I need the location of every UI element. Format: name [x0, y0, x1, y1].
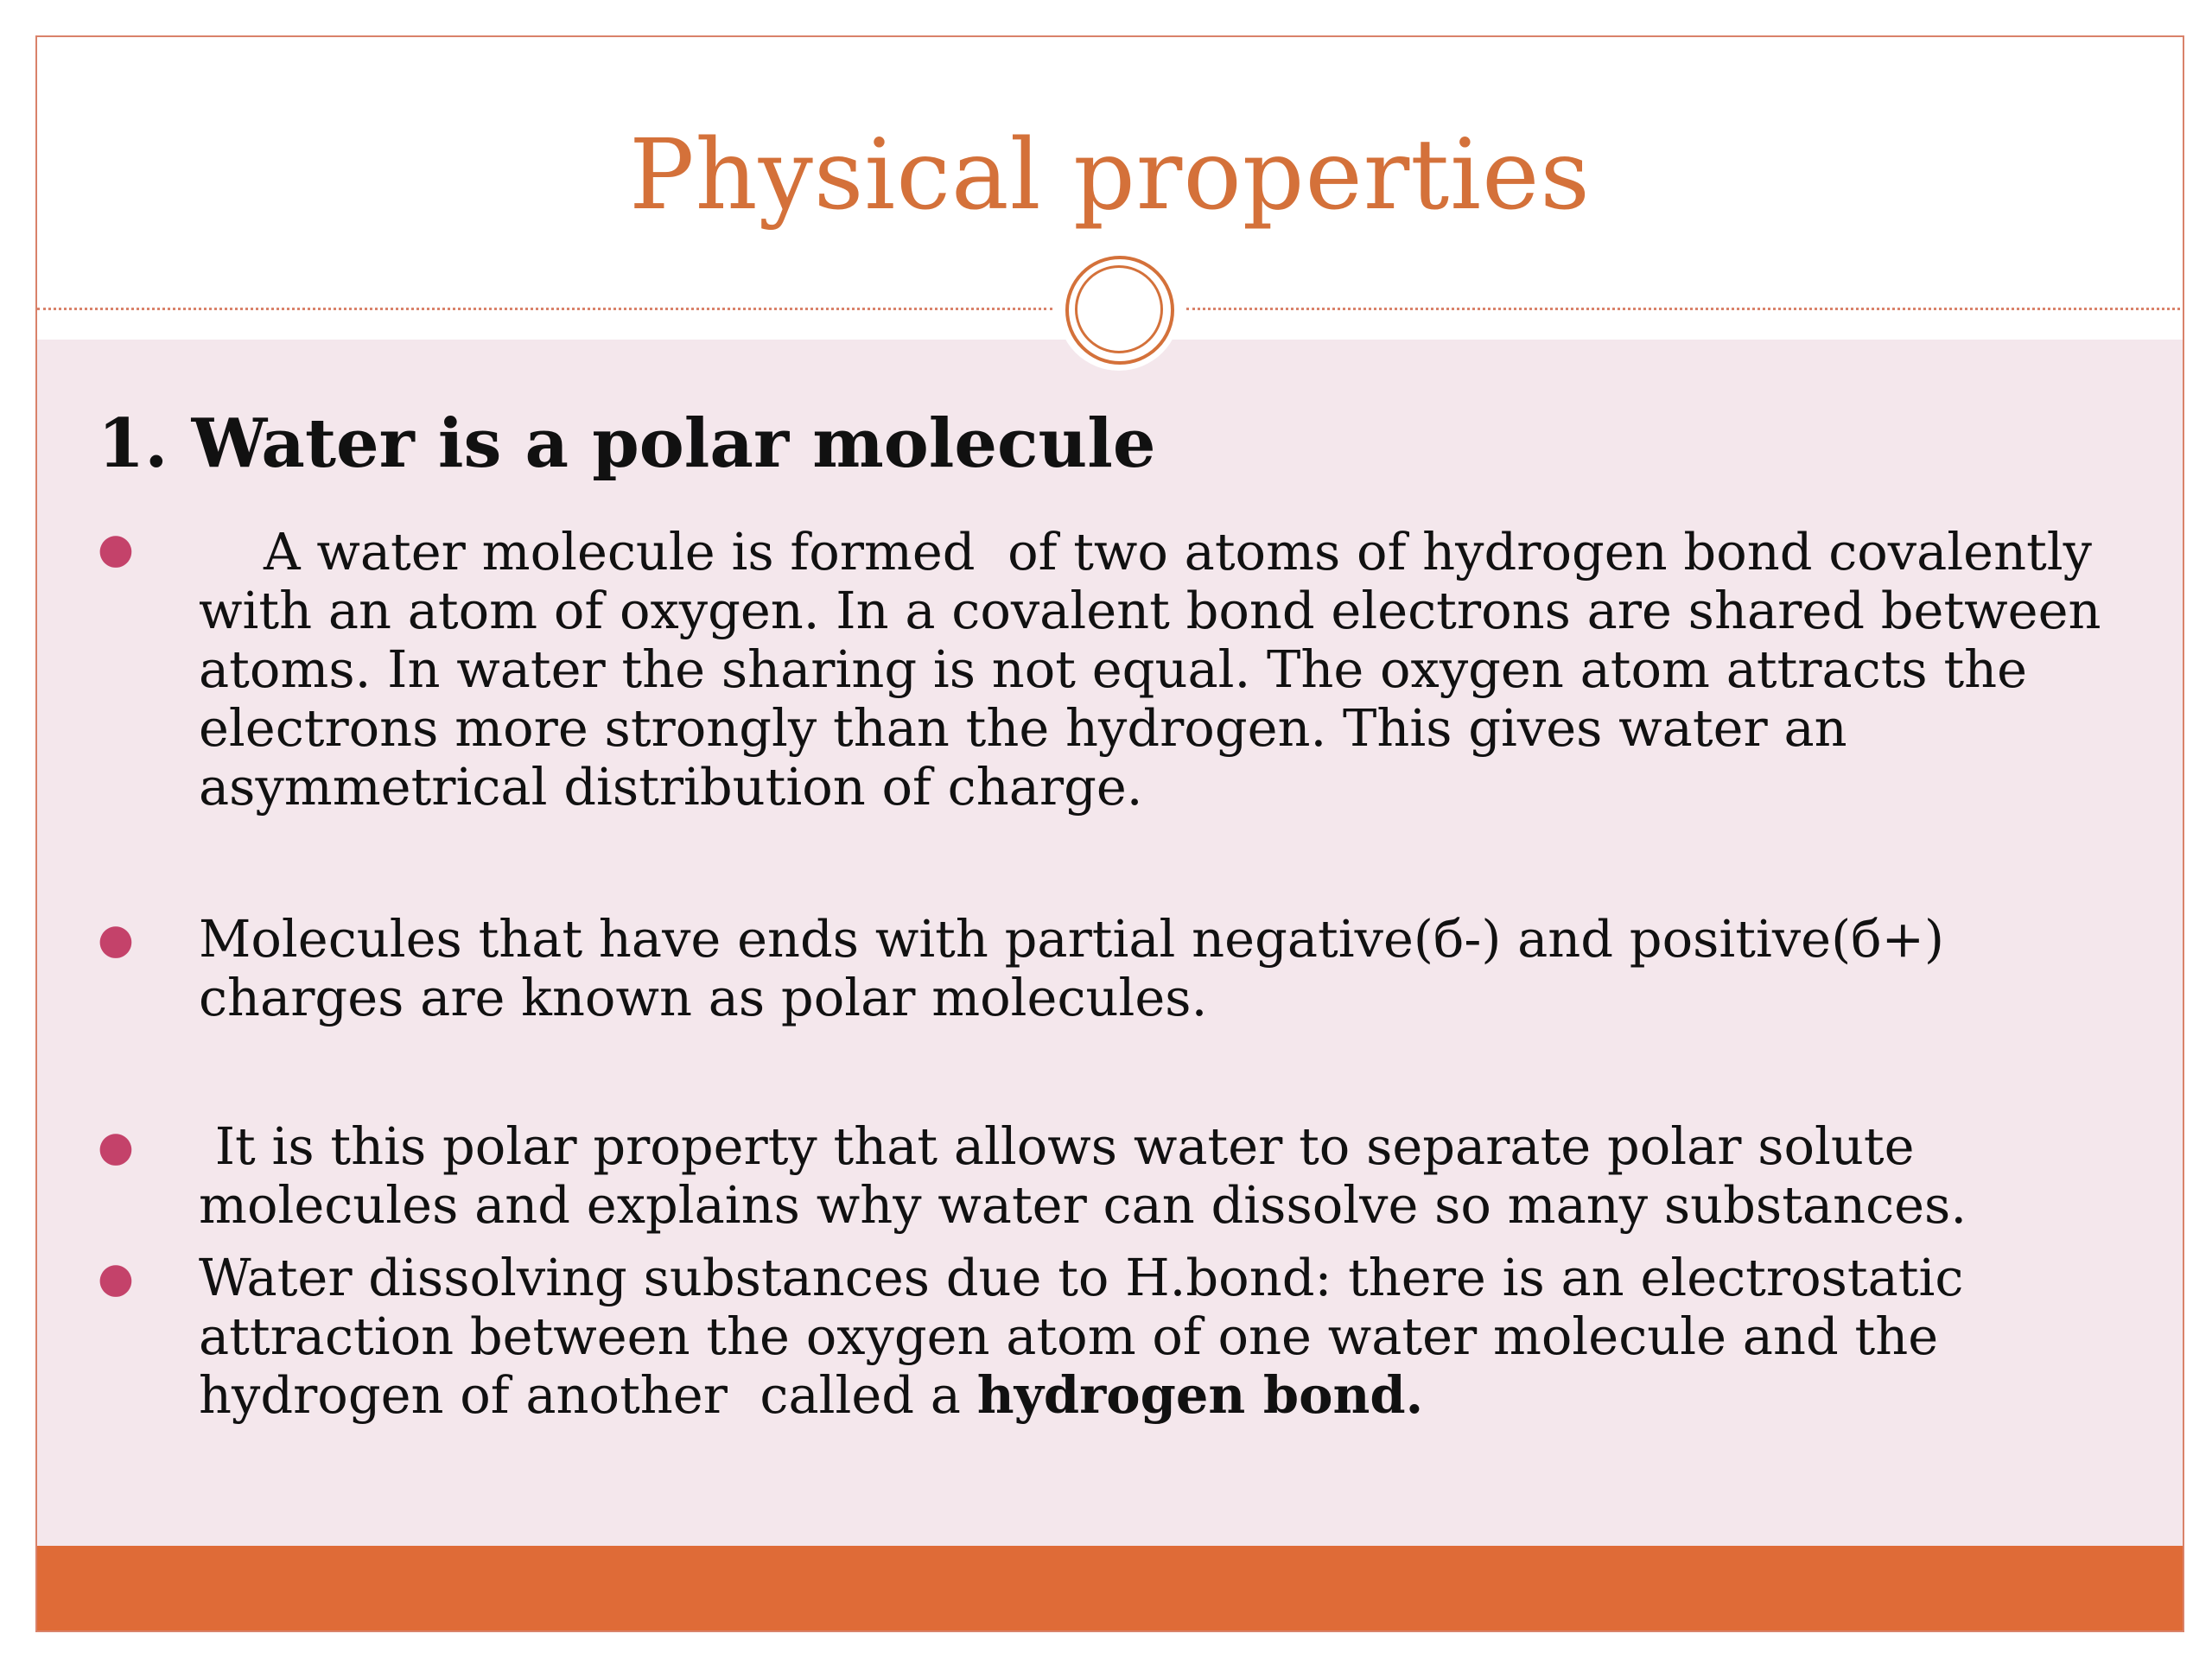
bullet-text — [199, 1249, 2173, 1425]
bullet-dot-icon: ● — [98, 1122, 134, 1171]
bullet-line-last — [199, 1366, 2173, 1425]
hydrogen-bond-term: hydrogen bond. — [976, 1365, 1424, 1425]
bullet-line: It is this polar property that allows water to separate polar solute — [199, 1116, 1915, 1176]
bullet-line: asymmetrical distribution of charge. — [199, 757, 1143, 817]
bullet-dot-icon: ● — [98, 1254, 134, 1302]
bullet-line: Water dissolving substances due to H.bond: there is an electrostatic — [199, 1248, 1964, 1307]
circle-ornament-icon — [1058, 248, 1180, 371]
slide-content — [37, 340, 2183, 1548]
bullet-line: molecules and explains why water can dissolve so many substances. — [199, 1175, 1967, 1235]
bullet-text — [199, 523, 2173, 817]
bullet-dot-icon: ● — [98, 915, 134, 963]
slide-title: Physical properties — [629, 119, 1591, 232]
bullet-line-prefix: hydrogen of another called a — [199, 1365, 977, 1425]
bullet-line: attraction between the oxygen atom of one water molecule and the — [199, 1306, 1939, 1366]
ornament-inner-ring — [1075, 265, 1163, 353]
bullet-line: Molecules that have ends with partial negative(б-) and positive(б+) — [199, 909, 1945, 969]
slide — [35, 35, 2184, 1632]
bullet-text — [199, 1117, 2173, 1235]
footer-bar — [37, 1546, 2183, 1630]
header-divider-left — [37, 308, 1052, 310]
bullet-line: electrons more strongly than the hydrogen. This gives water an — [199, 698, 1847, 758]
bullet-line: charges are known as polar molecules. — [199, 968, 1208, 1027]
bullet-line: atoms. In water the sharing is not equal. The oxygen atom attracts the — [199, 639, 2028, 699]
header-divider-right — [1186, 308, 2184, 310]
section-heading: 1. Water is a polar molecule — [98, 404, 1156, 483]
bullet-line: A water molecule is formed of two atoms of hydrogen bond covalently — [199, 522, 2093, 582]
bullet-text — [199, 910, 2173, 1027]
bullet-line: with an atom of oxygen. In a covalent bond electrons are shared between — [199, 581, 2101, 640]
bullet-dot-icon: ● — [98, 524, 134, 573]
